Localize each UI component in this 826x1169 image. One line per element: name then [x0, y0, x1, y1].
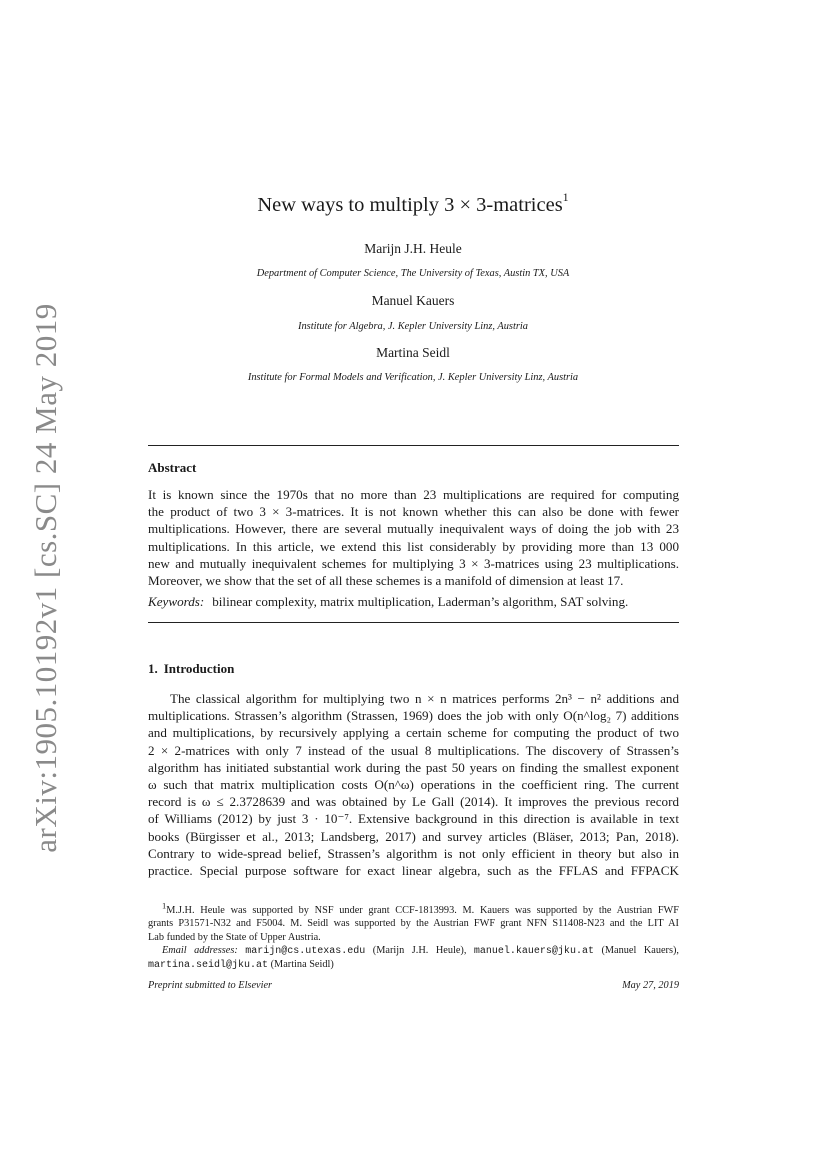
arxiv-identifier-stamp: arXiv:1905.10192v1 [cs.SC] 24 May 2019 [28, 303, 63, 853]
footnote-email-line [148, 958, 679, 972]
keywords-text: bilinear complexity, matrix multiplication, Laderman’s algorithm, SAT solving. [212, 594, 629, 609]
intro-line: The classical algorithm for multiplying two n × n matrices performs 2n³ − n² additions and [170, 691, 679, 706]
abstract-heading: Abstract [148, 460, 197, 475]
intro-line: books (Bürgisser et al., 2013; Landsberg, 2017) and survey articles (Bläser, 2013; Pan, 2018). [148, 828, 679, 844]
intro-line: ω such that matrix multiplication costs O(n^ω) operations in the coefficient ring. The current [148, 777, 679, 793]
abstract-body [148, 486, 679, 589]
footnote-line: grants P31571-N32 and F5004. M. Seidl was supported by the Austrian FWF grant NFN S11408-N23 and the LIT AI [148, 918, 679, 930]
abstract-line: Moreover, we show that the set of all these schemes is a manifold of dimension at least 17. [148, 573, 624, 589]
abstract-line: It is known since the 1970s that no more than 23 multiplications are required for computing [148, 487, 679, 502]
email-owner: (Martina Seidl) [270, 959, 334, 971]
keywords [148, 594, 679, 610]
author-name: Martina Seidl [376, 345, 450, 360]
abstract-bottom-rule [148, 622, 679, 623]
intro-line: of Williams (2012) by just 3 · 10⁻⁷. Extensive background in this direction is available in text [148, 811, 679, 827]
footnote-line: Lab funded by the State of Upper Austria. [148, 931, 321, 943]
section-heading [148, 661, 234, 677]
email-owner: (Marijn J.H. Heule), [372, 944, 467, 956]
footnote-line [148, 900, 679, 917]
section-number: 1. [148, 661, 158, 676]
email-link[interactable]: manuel.kauers@jku.at [473, 945, 594, 957]
email-link[interactable]: martina.seidl@jku.at [148, 960, 269, 972]
footnote [148, 900, 679, 972]
abstract-line: multiplications. However, there are several mutually inequivalent ways of doing the job with 23 [148, 521, 679, 537]
footnote-mark: 1 [162, 900, 167, 911]
abstract-line: multiplications. In this article, we extend this list considerably by providing more than 13 000 [148, 538, 679, 554]
email-link[interactable]: marijn@cs.utexas.edu [245, 945, 366, 957]
author-affiliation: Department of Computer Science, The University of Texas, Austin TX, USA [256, 268, 570, 279]
intro-line: multiplications. Strassen’s algorithm (Strassen, 1969) does the job with only O(n^log₂ 7) additions [148, 708, 679, 724]
footnote-line-text: M.J.H. Heule was supported by NSF under grant CCF-1813993. M. Kauers was supported by the Austrian FWF [166, 905, 679, 916]
intro-line: 2 × 2-matrices with only 7 instead of the usual 8 multiplications. The discovery of Strassen’s [148, 742, 679, 758]
title-text: New ways to multiply 3 × 3-matrices [257, 193, 563, 216]
intro-line: and multiplications, by recursively applying a certain scheme for computing the product of two [148, 725, 679, 741]
author-affiliation: Institute for Formal Models and Verification, J. Kepler University Linz, Austria [247, 372, 579, 383]
author-affiliation: Institute for Algebra, J. Kepler University Linz, Austria [298, 321, 528, 332]
author-name: Marijn J.H. Heule [364, 241, 462, 256]
author-name: Manuel Kauers [371, 293, 455, 308]
paper-title [0, 192, 826, 217]
abstract-line: the product of two 3 × 3-matrices. It is not known whether this can also be done with fewer [148, 504, 679, 520]
section-title: Introduction [163, 661, 235, 676]
footer-left: Preprint submitted to Elsevier [148, 980, 273, 991]
keywords-label: Keywords: [148, 594, 205, 609]
intro-line: practice. Special purpose software for exact linear algebra, such as the FFLAS and FFPACK [148, 863, 679, 879]
abstract-line: new and mutually inequivalent schemes for multiplying 3 × 3-matrices using 23 multiplications. [148, 555, 679, 571]
footer-date: May 27, 2019 [622, 980, 679, 991]
title-footnote-mark: 1 [562, 190, 569, 204]
email-owner: (Manuel Kauers), [601, 944, 679, 956]
intro-line: Contrary to wide-spread belief, Strassen’s algorithm is not only efficient in theory but also in [148, 845, 679, 861]
abstract-top-rule [148, 445, 679, 446]
footnote-email-line [148, 944, 679, 958]
email-label: Email addresses: [162, 944, 238, 956]
intro-line: algorithm has initiated substantial work during the past 50 years on finding the smallest exponent [148, 759, 679, 775]
intro-line: record is ω ≤ 2.3728639 and was obtained by Le Gall (2014). It improves the previous record [148, 794, 679, 810]
introduction-body [148, 690, 679, 879]
